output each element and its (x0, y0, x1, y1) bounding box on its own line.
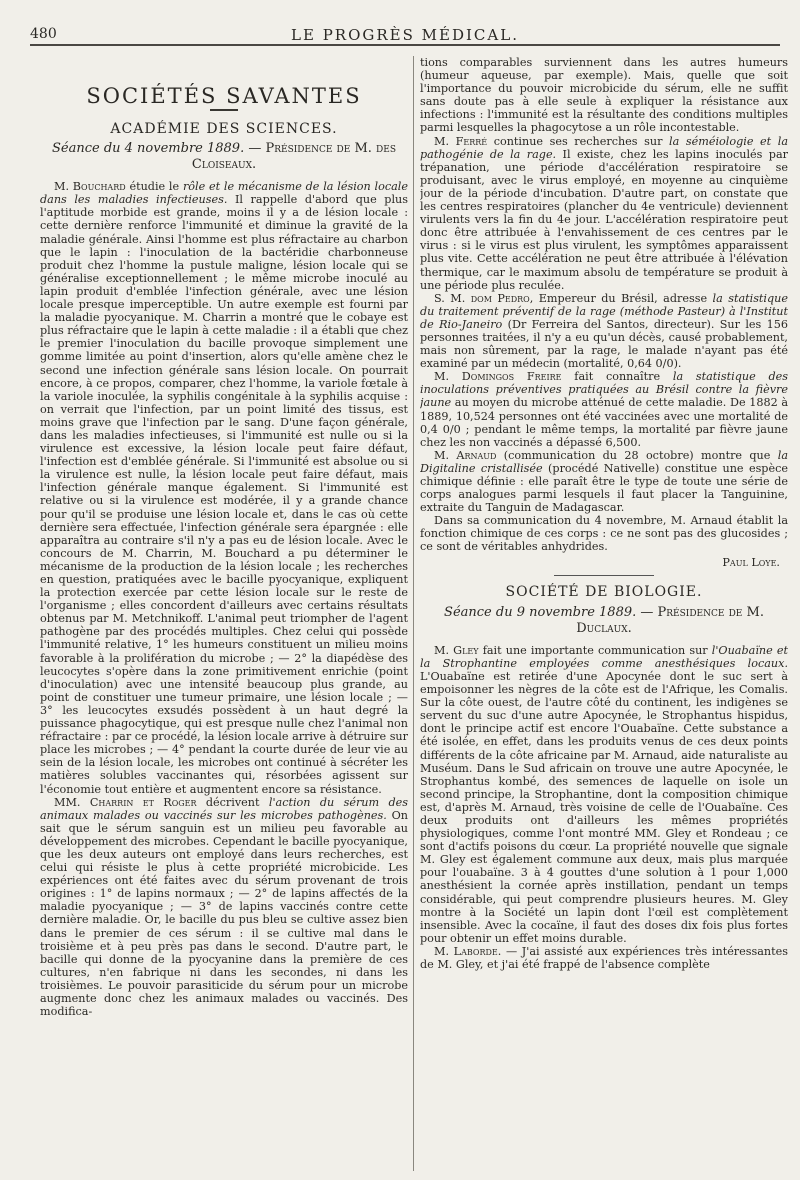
biology-heading: SOCIÉTÉ DE BIOLOGIE. (505, 583, 703, 600)
paragraph-body: (Dr Ferreira del Santos, directeur). Sur les 156 personnes traitées, il n'y a eu qu'un décès, causé probablement, mais non sûrement, par la rage, le malade n'ayant pas été examiné par un médecin (mortalité, 0,64 0/0). (420, 317, 788, 371)
paper-title: rôle et le mécanisme de la lésion locale dans les maladies infectieuses. (40, 180, 408, 207)
author-name: M. Arnaud (434, 448, 497, 462)
paragraph-bouchard: M. Bouchard étudie le rôle et le mécanisme de la lésion locale dans les maladies infectieuses. Il rappelle d'abord que plus l'aptitude morbide est grande, moins il y a de lésion locale : cette dernière renforce l'immunité et diminue la gravité de la maladie générale. Ainsi l'homme est plus réfractaire au charbon que le lapin : l'inoculation de la bactéridie charbonneuse produit chez l'homme la pustule maligne, lésion locale qui se généralise exceptionnellement ; le même microbe inoculé au lapin produit d'emblée l'infection générale, avec une lésion locale presque imperceptible. Un autre exemple est fourni par la maladie pyocyanique. M. Charrin a montré que le cobaye est plus réfractaire que le lapin à cette maladie : il a établi que chez le premier l'inoculation du bacille provoque simplement une gomme limitée au point d'insertion, alors qu'elle amène chez le second une infection générale sans lésion locale. On pourrait encore, à ce propos, comparer, chez l'homme, la variole fœtale à la variole inoculée, la syphilis congénitale à la syphilis acquise : on verrait que l'infection, par un point limité des tissus, est moins grave que l'infection par le sang. D'une façon générale, dans les maladies infectieuses, si l'immunité est nulle ou si la virulence est excessive, la lésion locale peut faire défaut, l'infection est d'emblée générale. Si l'immunité est absolue ou si la virulence est nulle, la lésion locale peut faire défaut, mais l'infection générale manque également. Si l'immunité est relative ou si la virulence est modérée, il y a grande chance pour qu'il se produise une lésion locale et, dans le cas où cette dernière sera effectuée, l'infection générale sera épargnée : elle apparaîtra au contraire s'il n'y a pas eu de lésion locale. Avec le concours de M. Charrin, M. Bouchard a pu déterminer le mécanisme de la production de la lésion locale ; les recherches en question, pratiquées avec le bacille pyocyanique, expliquent la protection exercée par cette lésion locale sur le reste de l'organisme ; elles concordent d'ailleurs avec certains résultats obtenus par M. Metchnikoff. L'animal peut triompher de l'agent pathogène par des procédés multiples. Chez celui qui possède l'immunité relative, 1° les humeurs constituent un milieu moins favorable à la prolifération du microbe ; — 2° la diapédèse des leucocytes s'opère dans la zone primitivement enrichie (point d'inoculation) avec une intensité beaucoup plus grande, au point de constituer une tumeur primaire, une lésion locale ; — 3° les leucocytes exsudés possèdent à un haut degré la puissance phagocytique, qui est presque nulle chez l'animal non réfractaire : par ce procédé, la lésion locale arrive à détruire sur place les microbes ; — 4° pendant la courte durée de leur vie au sein de la lésion locale, les microbes ont continué à sécréter les matières solubles vaccinantes qui, résorbées agissent sur l'économie tout entière et augmentent encore sa résistance. (40, 180, 408, 796)
paragraph-body: — J'ai assisté aux expériences très intéressantes de M. Gley, et j'ai été frappé de l'absence complète (420, 944, 788, 971)
paragraph-arnaud-2: Dans sa communication du 4 novembre, M. Arnaud établit la fonction chimique de ces corps : ce ne sont pas des glucosides ; ce sont de véritables anhydrides. (420, 514, 788, 554)
author-name: S. M. dom Pedro (434, 291, 530, 305)
paragraph-body: On sait que le sérum sanguin est un milieu peu favorable au développement des microbes. Cependant le bacille pyocyanique, que les deux auteurs ont employé dans leurs recherches, est celui qui résiste le plus à cette propriété microbicide. Les expériences ont été faites avec du sérum provenant de trois origines : 1° de lapins normaux ; — 2° de lapins affectés de la maladie pyocyanique ; — 3° de lapins vaccinés contre cette dernière maladie. Or, le bacille du pus bleu se cultive assez bien dans le premier de ces sérum : il se cultive mal dans le troisième et à peu près pas dans le second. D'autre part, le bacille qui donne de la pyocyanine dans la première de ces cultures, n'en fabrique ni dans les secondes, ni dans les troisièmes. Le pouvoir parasiticide du sérum pour un microbe augmente donc chez les animaux malades ou vaccinés. Des modifica- (40, 808, 408, 1019)
paper-title: la statistique des inoculations préventives pratiquées au Brésil contre la fièvre jaune (420, 370, 788, 410)
author-name: M. Ferré (434, 134, 488, 148)
section-rule (554, 575, 654, 576)
title-rule (210, 109, 238, 111)
paragraph-dom-pedro: S. M. dom Pedro, Empereur du Brésil, adresse la statistique du traitement préventif de la rage (méthode Pasteur) à l'Institut de Rio-Janeiro (Dr Ferreira del Santos, directeur). Sur les 156 personnes traitées, il n'y a eu qu'un décès, causé probablement, mais non sûrement, par la rage, le malade n'ayant pas été examiné par un médecin (mortalité, 0,64 0/0). (420, 291, 788, 371)
session-presidency: — Présidence de M. des Cloiseaux. (191, 141, 396, 173)
paragraph-body: L'Ouabaïne est retirée d'une Apocynée dont le suc sert à empoisonner les nègres de la côte est de l'Afrique, les Comalis. Sur la côte ouest, de l'autre côté du continent, les indigènes se servent du suc d'une autre Apocynée, le Strophantus hispidus, dont le principe actif est encore l'Ouabaïne. Cette substance a été isolée, en effet, dans les produits venus de ces deux points différents de la côte africaine par M. Arnaud, aide naturaliste au Muséum. Dans le Sud africain on trouve une autre Apocynée, le Strophantus kombé, des semences de laquelle on isole un second principe, la Strophantine, dont la composition chimique est, d'après M. Arnaud, très voisine de celle de l'Ouabaïne. Ces deux produits ont d'ailleurs les mêmes propriétés physiologiques, comme l'ont montré MM. Gley et Rondeau ; ce sont d'actifs poisons du cœur. La propriété nouvelle que signale M. Gley est également commune aux deux, mais plus marquée pour l'ouabaïne. 3 à 4 gouttes d'une solution à 1 pour 1,000 anesthésient la cornée après instillation, pendant un temps considérable, qui peut comprendre plusieurs heures. M. Gley montre à la Société un lapin dont l'œil est complètement insensible. Avec la cocaïne, il faut des doses dix fois plus fortes pour obtenir un effet moins durable. (420, 669, 788, 945)
session-heading (40, 141, 408, 173)
paragraph-charrin-roger: MM. Charrin et Roger décrivent l'action du sérum des animaux malades ou vaccinés sur les microbes pathogènes. On sait que le sérum sanguin est un milieu peu favorable au développement des microbes. Cependant le bacille pyocyanique, que les deux auteurs ont employé dans leurs recherches, est celui qui résiste le plus à cette propriété microbicide. Les expériences ont été faites avec du sérum provenant de trois origines : 1° de lapins normaux ; — 2° de lapins affectés de la maladie pyocyanique ; — 3° de lapins vaccinés contre cette dernière maladie. Or, le bacille du pus bleu se cultive assez bien dans le premier de ces sérum : il se cultive mal dans le troisième et à peu près pas dans le second. D'autre part, le bacille qui donne de la pyocyanine dans la première de ces cultures, n'en fabrique ni dans les secondes, ni dans les troisièmes. Le pouvoir parasiticide du sérum pour un microbe augmente donc chez les animaux malades ou vaccinés. Des modifica- (40, 795, 408, 1019)
paper-title: la statistique du traitement préventif de la rage (méthode Pasteur) à l'Institut de Rio-Janeiro (420, 291, 788, 331)
signature: Paul Loye. (722, 555, 780, 569)
academy-heading: ACADÉMIE DES SCIENCES. (110, 121, 338, 138)
page-number: 480 (30, 26, 57, 42)
author-name: M. Gley (434, 643, 479, 657)
paragraph-continuation: tions comparables surviennent dans les autres humeurs (humeur aqueuse, par exemple). Mais, quelle que soit l'importance du pouvoir microbicide du sérum, elle ne suffit sans doute pas à elle seule à expliquer la résistance aux infections : l'immunité est la résultante des conditions multiples parmi lesquelles la phagocytose a un rôle incontestable. (420, 56, 788, 135)
paragraph-body: au moyen du microbe atténué de cette maladie. De 1882 à 1889, 10,524 personnes ont été vaccinées avec une mortalité de 0,4 0/0 ; pendant le même temps, la mortalité par fièvre jaune chez les non vaccinés a dépassé 6,500. (420, 396, 788, 449)
paragraph-body: Il existe, chez les lapins inoculés par trépanation, une période d'accélération respiratoire se produisant, avec le virus employé, en moyenne au cinquième jour de la période d'incubation. D'autre part, on constate que les centres respiratoires (plancher du 4e ventricule) deviennent virulents vers la fin du 4e jour. L'accélération respiratoire peut donc être attribuée à l'envahissement de ces centres par le virus : si le virus est plus virulent, les symptômes apparaissent plus vite. Cette accélération ne peut être attribuée à l'élévation thermique, car le maximum absolu de température se produit à une période plus reculée. (420, 147, 788, 292)
paragraph-body: (procédé Nativelle) constitue une espèce chimique définie : elle paraît être le type de toute une série de corps analogues parmi lesquels il faut placer la Tanguinine, extraite du Tanguin de Madagascar. (420, 461, 788, 515)
paragraph-arnaud: M. Arnaud (communication du 28 octobre) montre que la Digitaline cristallisée (procédé Nativelle) constitue une espèce chimique définie : elle paraît être le type de toute une série de corps analogues parmi lesquels il faut placer la Tanguinine, extraite du Tanguin de Madagascar. (420, 448, 788, 515)
section-title: SOCIÉTÉS SAVANTES (86, 84, 362, 108)
bio-session-heading (420, 605, 788, 637)
paragraph-gley: M. Gley fait une importante communication sur l'Ouabaïne et la Strophantine employées comme anesthésiques locaux. L'Ouabaïne est retirée d'une Apocynée dont le suc sert à empoisonner les nègres de la côte est de l'Afrique, les Comalis. Sur la côte ouest, de l'autre côté du continent, les indigènes se servent du suc d'une autre Apocynée, le Strophantus hispidus, dont le principe actif est encore l'Ouabaïne. Cette substance a été isolée, en effet, dans les produits venus de ces deux points différents de la côte africaine par M. Arnaud, aide naturaliste au Muséum. Dans le Sud africain on trouve une autre Apocynée, le Strophantus kombé, des semences de laquelle on isole un second principe, la Strophantine, dont la composition chimique est, d'après M. Arnaud, très voisine de celle de l'Ouabaïne. Ces deux produits ont d'ailleurs les mêmes propriétés physiologiques, comme l'ont montré MM. Gley et Rondeau ; ce sont d'actifs poisons du cœur. La propriété nouvelle que signale M. Gley est également commune aux deux, mais plus marquée pour l'ouabaïne. 3 à 4 gouttes d'une solution à 1 pour 1,000 anesthésient la cornée après instillation, pendant un temps considérable, qui peut comprendre plusieurs heures. M. Gley montre à la Société un lapin dont l'œil est complètement insensible. Avec la cocaïne, il faut des doses dix fois plus fortes pour obtenir un effet moins durable. (420, 643, 788, 945)
author-name: M. Bouchard (54, 180, 126, 194)
paper-title: la Digitaline cristallisée (420, 448, 788, 475)
journal-title: LE PROGRÈS MÉDICAL. (291, 26, 519, 44)
page-header (30, 24, 780, 46)
paper-title: l'Ouabaïne et la Strophantine employées comme anesthésiques locaux. (420, 643, 788, 670)
author-name: M. Domingos Freire (434, 370, 562, 384)
paragraph-freire: M. Domingos Freire fait connaître la statistique des inoculations préventives pratiquées au Brésil contre la fièvre jaune au moyen du microbe atténué de cette maladie. De 1882 à 1889, 10,524 personnes ont été vaccinées avec une mortalité de 0,4 0/0 ; pendant le même temps, la mortalité par fièvre jaune chez les non vaccinés a dépassé 6,500. (420, 370, 788, 449)
paragraph-laborde (420, 945, 788, 971)
paper-title: l'action du sérum des animaux malades ou vaccinés sur les microbes pathogènes. (40, 795, 408, 822)
author-name: M. Laborde. (434, 944, 502, 958)
author-name: MM. Charrin et Roger (54, 795, 197, 809)
paragraph-body: Il rappelle d'abord que plus l'aptitude morbide est grande, moins il y a de lésion locale : cette dernière renforce l'immunité et diminue la gravité de la maladie générale. Ainsi l'homme est plus réfractaire au charbon que le lapin : l'inoculation de la bactéridie charbonneuse produit chez l'homme la pustule maligne, lésion locale qui se généralise exceptionnellement ; le même microbe inoculé au lapin produit d'emblée l'infection générale, avec une lésion locale presque imperceptible. Un autre exemple est fourni par la maladie pyocyanique. M. Charrin a montré que le cobaye est plus réfractaire que le lapin à cette maladie : il a établi que chez le premier l'inoculation du bacille provoque simplement une gomme limitée au point d'insertion, alors qu'elle amène chez le second une infection générale sans lésion locale. On pourrait encore, à ce propos, comparer, chez l'homme, la variole fœtale à la variole inoculée, la syphilis congénitale à la syphilis acquise : on verrait que l'infection, par un point limité des tissus, est moins grave que l'infection par le sang. D'une façon générale, dans les maladies infectieuses, si l'immunité est nulle ou si la virulence est excessive, la lésion locale peut faire défaut, l'infection est d'emblée générale. Si l'immunité est absolue ou si la virulence est nulle, la lésion locale peut faire défaut, mais l'infection générale manque également. Si l'immunité est relative ou si la virulence est modérée, il y a grande chance pour qu'il se produise une lésion locale et, dans le cas où cette dernière sera effectuée, l'infection générale sera épargnée : elle apparaîtra au contraire s'il n'y a pas eu de lésion locale. Avec le concours de M. Charrin, M. Bouchard a pu déterminer le mécanisme de la production de la lésion locale ; les recherches en question, pratiquées avec le bacille pyocyanique, expliquent la protection exercée par cette lésion locale sur le reste de l'organisme ; elles concordent d'ailleurs avec certains résultats obtenus par M. Metchnikoff. L'animal peut triompher de l'agent pathogène par des procédés multiples. Chez celui qui possède l'immunité relative, 1° les humeurs constituent un milieu moins favorable à la prolifération du microbe ; — 2° la diapédèse des leucocytes s'opère dans la zone primitivement enrichie (point d'inoculation) avec une intensité beaucoup plus grande, au point de constituer une tumeur primaire, une lésion locale ; — 3° les leucocytes exsudés possèdent à un haut degré la puissance phagocytique, qui est presque nulle chez l'animal non réfractaire : par ce procédé, la lésion locale arrive à détruire sur place les microbes ; — 4° pendant la courte durée de leur vie au sein de la lésion locale, les microbes ont continué à sécréter les matières solubles vaccinantes qui, résorbées agissent sur l'économie tout entière et augmentent encore sa résistance. (40, 193, 408, 796)
session-date: Séance du 9 novembre 1889. (444, 604, 637, 620)
paper-title: la séméiologie et la pathogénie de la rage. (420, 134, 788, 161)
session-date: Séance du 4 novembre 1889. (52, 141, 245, 157)
paragraph-ferre: M. Ferré continue ses recherches sur la séméiologie et la pathogénie de la rage. Il existe, chez les lapins inoculés par trépanation, une période d'accélération respiratoire se produisant, avec le virus employé, en moyenne au cinquième jour de la période d'incubation. D'autre part, on constate que les centres respiratoires (plancher du 4e ventricule) deviennent virulents vers la fin du 4e jour. L'accélération respiratoire peut donc être attribuée à l'envahissement de ces centres par le virus : si le virus est plus virulent, les symptômes apparaissent plus vite. Cette accélération ne peut être attribuée à l'élévation thermique, car le maximum absolu de température se produit à une période plus reculée. (420, 134, 788, 292)
right-column (420, 56, 788, 1171)
left-column (40, 56, 408, 1171)
session-presidency: — Présidence de M. Duclaux. (576, 604, 764, 636)
column-divider (413, 56, 414, 1171)
